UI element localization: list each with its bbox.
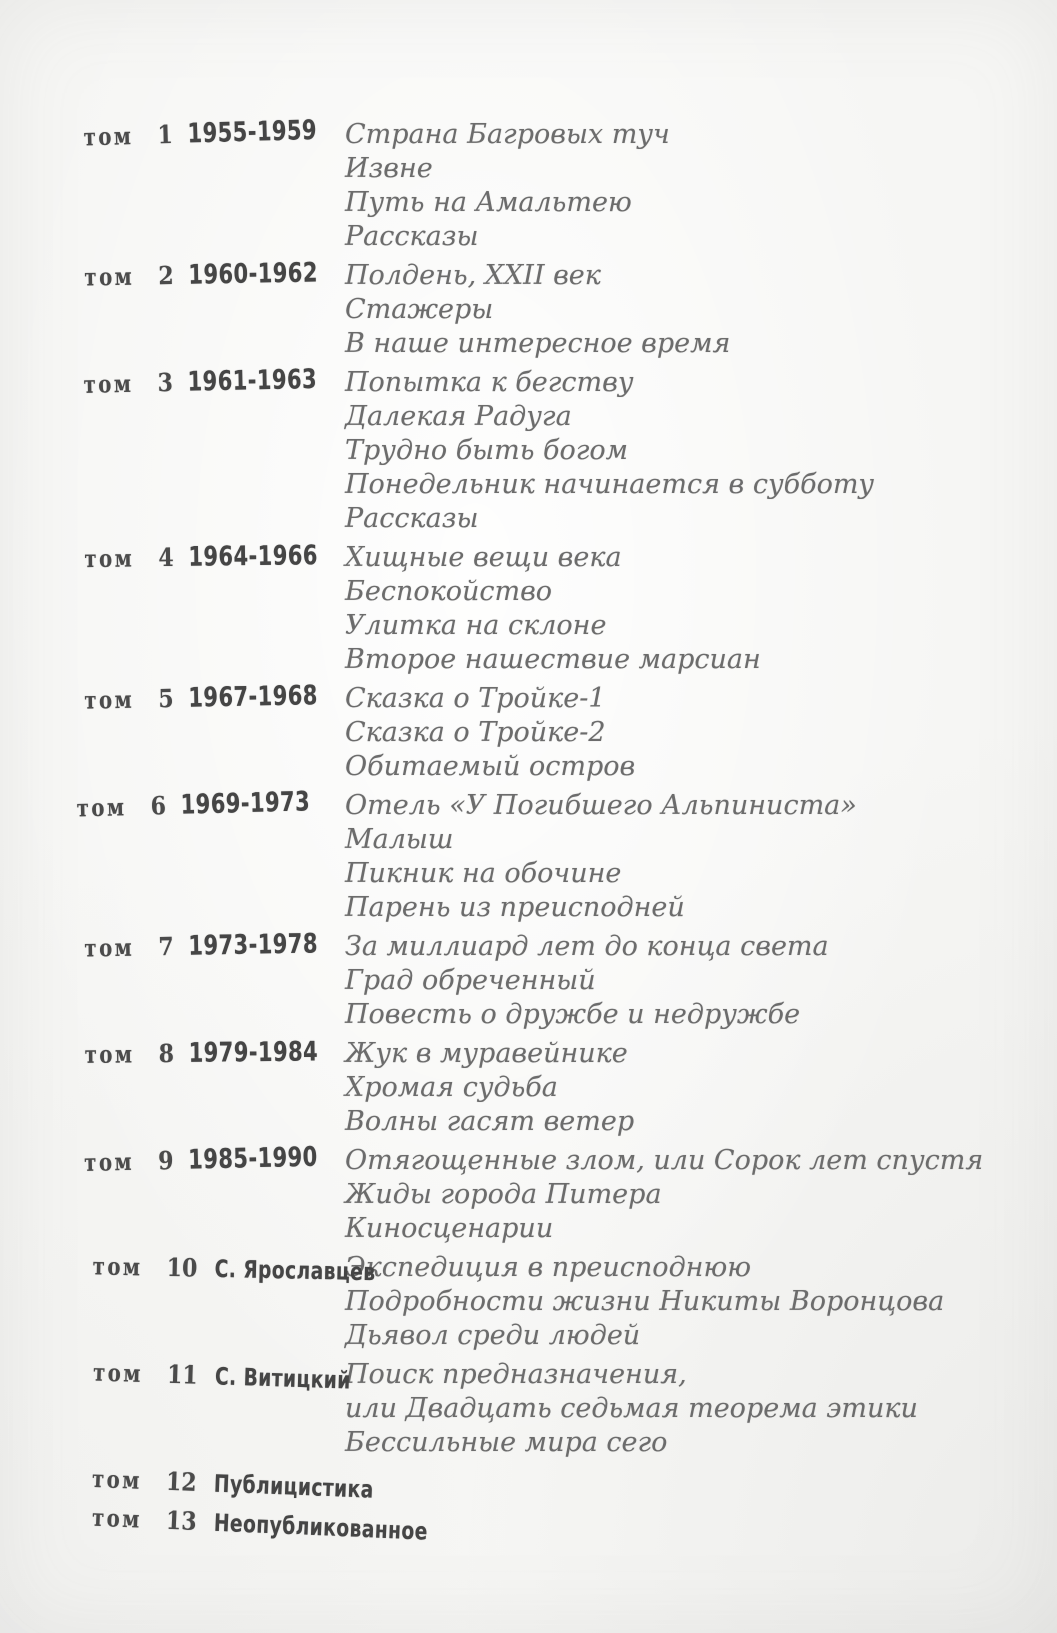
volume-number: 11 (166, 1359, 198, 1390)
volume-number: 3 (156, 367, 173, 398)
work-title: Жиды города Питера (345, 1179, 662, 1210)
work-title: Экспедиция в преисподнюю (345, 1252, 752, 1283)
work-title: Стажеры (345, 294, 494, 325)
work-title: Жук в муравейнике (345, 1038, 628, 1069)
volume-number: 12 (165, 1466, 197, 1497)
volume-titles (345, 930, 1017, 1032)
work-title: Поиск предназначения, (345, 1359, 687, 1390)
volume-titles (345, 541, 1017, 677)
volume-number: 7 (157, 931, 174, 962)
volume-titles (345, 1504, 1017, 1538)
volume-word: том (92, 1251, 143, 1282)
work-title: Дьявол среди людей (345, 1320, 641, 1351)
work-title: Волны гасят ветер (345, 1106, 635, 1137)
volume-word: том (84, 261, 135, 292)
volume-number: 5 (157, 683, 174, 714)
work-title: Малыш (345, 824, 454, 855)
volume-label (0, 362, 347, 539)
work-title: Сказка о Тройке-1 (345, 683, 606, 714)
volume-word: том (84, 543, 135, 574)
volume-label (0, 1497, 428, 1546)
volume-annotation: 1960-1962 (188, 257, 319, 291)
volume-entry (0, 114, 1017, 254)
volume-word: том (84, 684, 135, 715)
work-title: Попытка к бегству (345, 367, 634, 398)
volume-entry (0, 1037, 1017, 1139)
volumes-list (0, 114, 1017, 1546)
volume-annotation: Неопубликованное (212, 1508, 428, 1546)
volume-titles (345, 1037, 1017, 1139)
volume-label (0, 785, 347, 930)
work-title: Беспокойство (345, 576, 553, 607)
volume-entry (0, 1502, 1017, 1546)
volume-number: 8 (158, 1038, 174, 1069)
volume-label (0, 1353, 351, 1466)
volume-label (0, 1247, 376, 1356)
volume-titles (345, 682, 1017, 784)
work-title: Трудно быть богом (345, 435, 629, 466)
volume-word: том (83, 121, 134, 152)
volume-label (0, 113, 347, 259)
volume-label (0, 679, 346, 788)
volume-number: 10 (166, 1252, 198, 1283)
work-title: Подробности жизни Никиты Воронцова (345, 1286, 945, 1317)
volume-word: том (91, 1502, 143, 1534)
volume-number: 6 (150, 791, 167, 821)
volume-word: том (84, 1039, 135, 1069)
work-title: Извне (345, 153, 433, 184)
volume-annotation: С. Витицкий (214, 1362, 351, 1395)
volume-word: том (92, 1357, 144, 1389)
work-title: или Двадцать седьмая теорема этики (345, 1393, 918, 1424)
volume-number: 4 (157, 542, 174, 573)
volume-annotation: 1979-1984 (188, 1036, 319, 1069)
work-title: Путь на Амальтею (345, 187, 632, 218)
volume-label (0, 539, 346, 679)
volume-entry (0, 786, 1017, 925)
volume-titles (345, 789, 1017, 925)
volume-label (0, 256, 346, 364)
volume-annotation: 1985-1990 (188, 1141, 319, 1176)
work-title: Второе нашествие марсиан (345, 644, 761, 675)
work-title: Град обреченный (345, 965, 596, 996)
volume-entry (0, 1251, 1017, 1353)
volume-number: 1 (156, 119, 174, 150)
work-title: Обитаемый остров (345, 751, 636, 782)
volume-titles (345, 1251, 1017, 1353)
volume-entry (0, 1463, 1017, 1504)
volume-annotation: 1969-1973 (180, 786, 311, 821)
volume-word: том (83, 1146, 135, 1177)
volume-annotation: 1967-1968 (188, 680, 319, 714)
work-title: Сказка о Тройке-2 (345, 717, 606, 748)
volume-annotation: Публицистика (212, 1469, 374, 1504)
volume-label (0, 1035, 346, 1141)
volume-label (0, 1140, 346, 1250)
volume-entry (0, 1358, 1017, 1460)
work-title: Киносценарии (345, 1213, 554, 1244)
work-title: Хищные вещи века (345, 542, 622, 573)
work-title: Рассказы (345, 221, 479, 252)
volume-number: 9 (157, 1145, 174, 1176)
volume-number: 2 (157, 260, 174, 291)
volume-titles (345, 1358, 1017, 1460)
work-title: Повесть о дружбе и недружбе (345, 999, 801, 1030)
work-title: Отягощенные злом, или Сорок лет спустя (345, 1145, 984, 1176)
volume-entry (0, 363, 1017, 536)
work-title: Понедельник начинается в субботу (345, 469, 875, 500)
volume-label (0, 927, 346, 1035)
work-title: В наше интересное время (345, 328, 731, 359)
work-title: Отель «У Погибшего Альпиниста» (345, 790, 857, 821)
work-title: Полдень, XXII век (345, 260, 601, 291)
work-title: Парень из преисподней (345, 892, 685, 923)
work-title: За миллиард лет до конца света (345, 931, 829, 962)
volume-titles (345, 1144, 1017, 1246)
volume-annotation: 1961-1963 (187, 363, 318, 398)
volume-word: том (76, 792, 127, 823)
volume-titles (345, 1465, 1017, 1499)
volume-titles (345, 118, 1017, 254)
volume-annotation: 1964-1966 (188, 540, 319, 573)
volume-entry (0, 259, 1017, 361)
volume-annotation: С. Ярославцев (213, 1254, 376, 1287)
volume-entry (0, 682, 1017, 784)
volume-word: том (84, 932, 135, 963)
work-title: Пикник на обочине (345, 858, 622, 889)
volume-entry (0, 541, 1017, 677)
volume-entry (0, 930, 1017, 1032)
work-title: Хромая судьба (345, 1072, 558, 1103)
volume-word: том (91, 1463, 143, 1495)
work-title: Далекая Радуга (345, 401, 572, 432)
work-title: Бессильные мира сего (345, 1427, 668, 1458)
work-title: Улитка на склоне (345, 610, 607, 641)
volume-word: том (83, 368, 134, 399)
volume-titles (345, 259, 1017, 361)
volume-entry (0, 1141, 1017, 1246)
volume-number: 13 (165, 1505, 197, 1536)
volume-annotation: 1955-1959 (187, 114, 318, 150)
volume-annotation: 1973-1978 (188, 928, 319, 962)
volume-titles (345, 366, 1017, 536)
work-title: Рассказы (345, 503, 479, 534)
work-title: Страна Багровых туч (345, 119, 670, 150)
